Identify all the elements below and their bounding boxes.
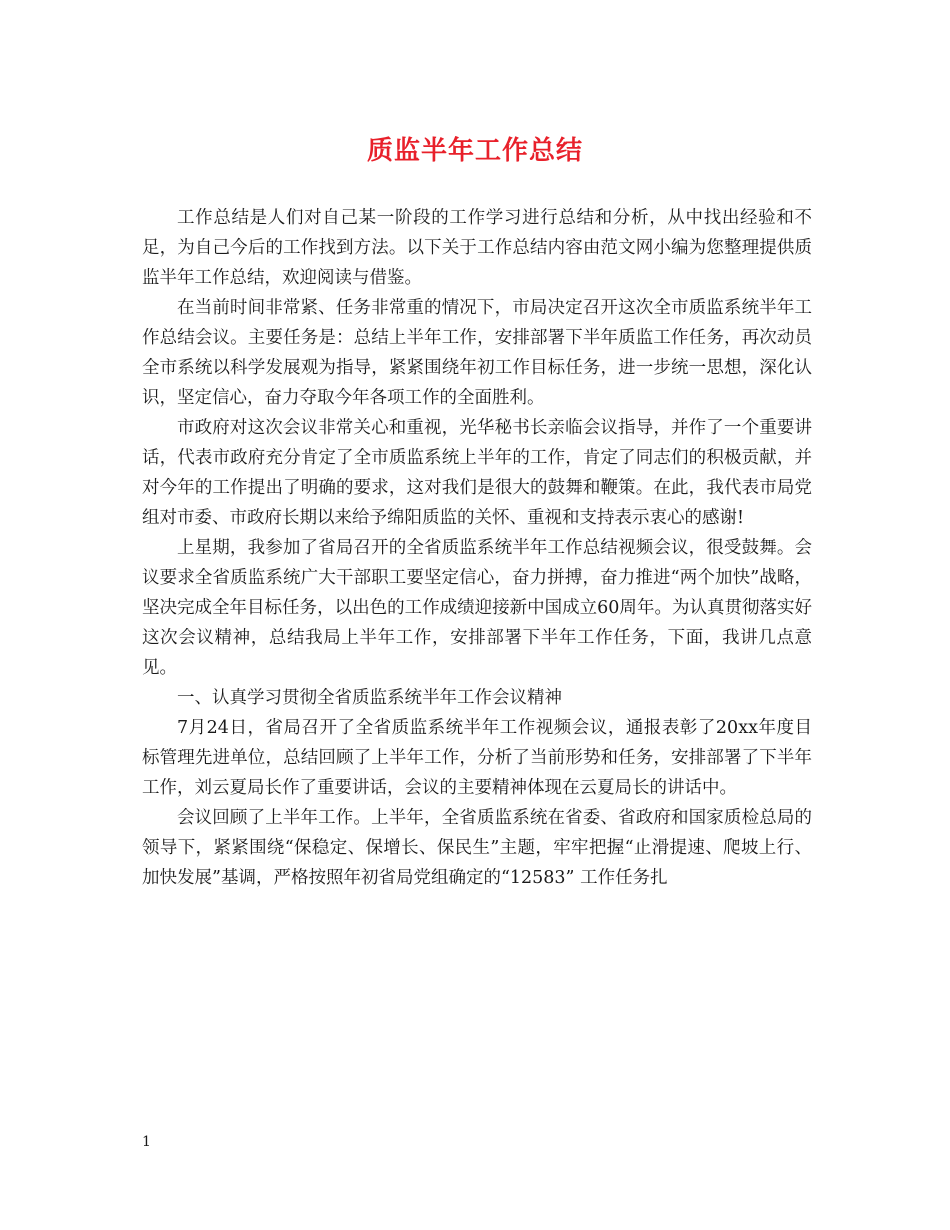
paragraph: 工作总结是人们对自己某一阶段的工作学习进行总结和分析，从中找出经验和不足，为自己今后的工作找到方法。以下关于工作总结内容由范文网小编为您整理提供质监半年工作总结，欢迎阅读与借鉴。 [142, 208, 812, 288]
page-number: 1 [142, 1134, 151, 1150]
paragraph: 上星期，我参加了省局召开的全省质监系统半年工作总结视频会议，很受鼓舞。会议要求全省质监系统广大干部职工要坚定信心，奋力拼搏，奋力推进“两个加快”战略，坚决完成全年目标任务，以出色的工作成绩迎接新中国成立60周年。为认真贯彻落实好这次会议精神，总结我局上半年工作，安排部署下半年工作任务，下面，我讲几点意见。 [142, 538, 812, 678]
document-title: 质监半年工作总结 [366, 136, 583, 166]
paragraph: 市政府对这次会议非常关心和重视，光华秘书长亲临会议指导，并作了一个重要讲话，代表市政府充分肯定了全市质监系统上半年的工作，肯定了同志们的积极贡献，并对今年的工作提出了明确的要求，这对我们是很大的鼓舞和鞭策。在此，我代表市局党组对市委、市政府长期以来给予绵阳质监的关怀、重视和支持表示衷心的感谢! [142, 418, 812, 528]
section-heading: 一、认真学习贯彻全省质监系统半年工作会议精神 [177, 688, 562, 708]
paragraph: 会议回顾了上半年工作。上半年，全省质监系统在省委、省政府和国家质检总局的领导下，紧紧围绕“保稳定、保增长、保民生”主题，牢牢把握“止滑提速、爬坡上行、加快发展”基调，严格按照年初省局党组确定的“12583” 工作任务扎 [142, 808, 812, 888]
paragraph: 7月24日，省局召开了全省质监系统半年工作视频会议，通报表彰了20xx年度目标管理先进单位，总结回顾了上半年工作，分析了当前形势和任务，安排部署了下半年工作，刘云夏局长作了重要讲话，会议的主要精神体现在云夏局长的讲话中。 [142, 718, 812, 798]
paragraph: 在当前时间非常紧、任务非常重的情况下，市局决定召开这次全市质监系统半年工作总结会议。主要任务是：总结上半年工作，安排部署下半年质监工作任务，再次动员全市系统以科学发展观为指导，紧紧围绕年初工作目标任务，进一步统一思想，深化认识，坚定信心，奋力夺取今年各项工作的全面胜利。 [142, 298, 812, 408]
document-body [142, 203, 812, 893]
